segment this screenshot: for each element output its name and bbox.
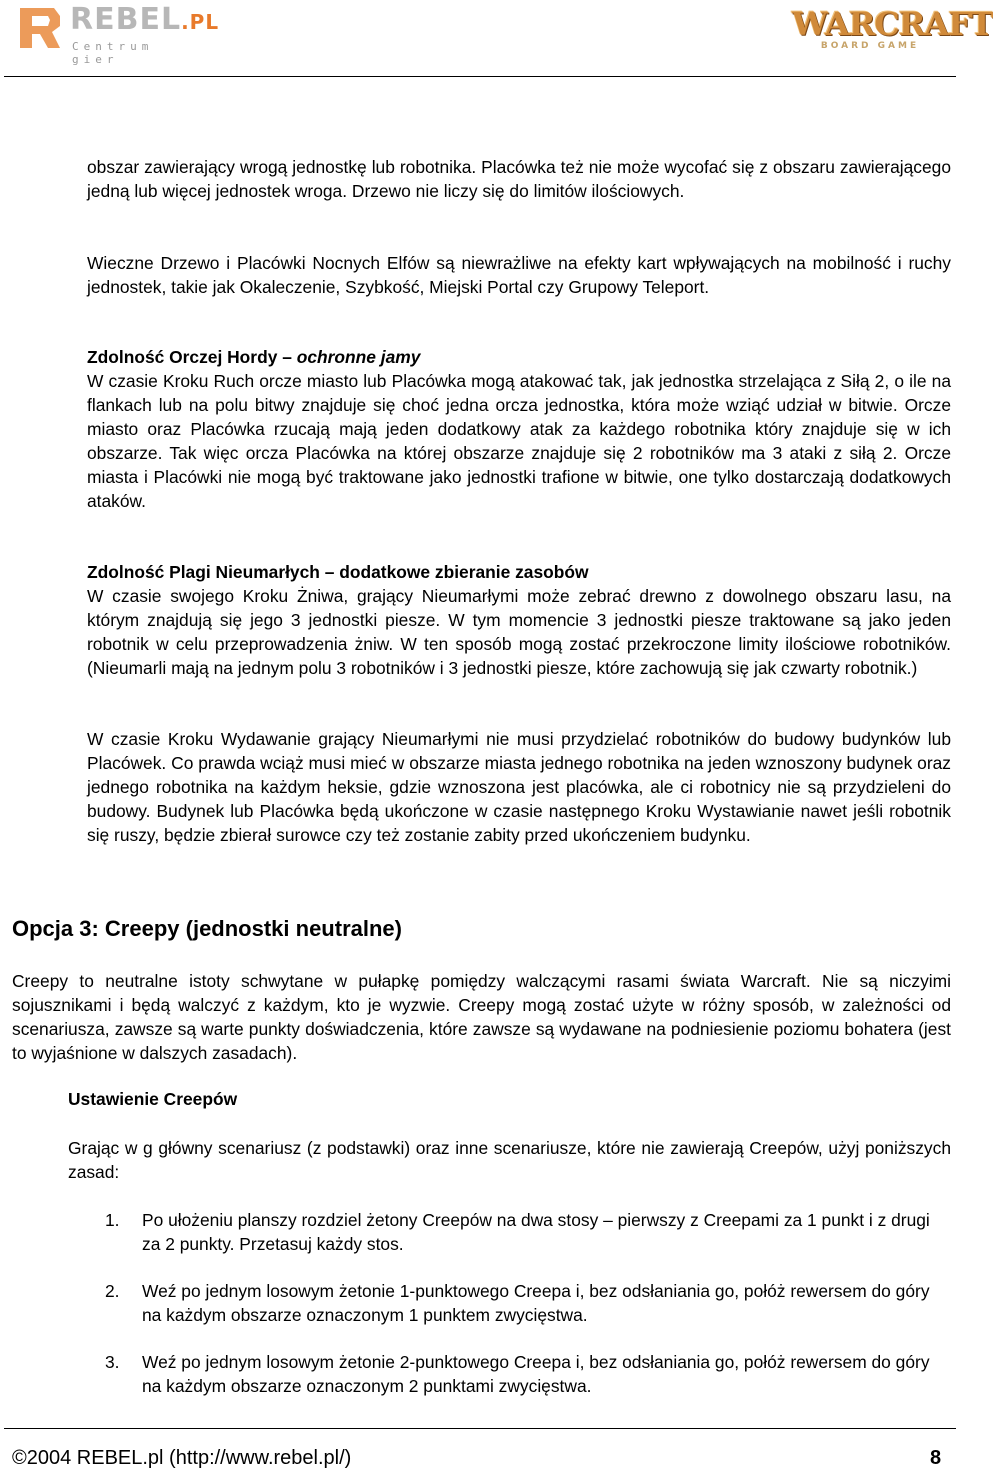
warcraft-logo-text: WARCRAFT xyxy=(792,5,993,43)
subsection-heading: Ustawienie Creepów xyxy=(68,1089,238,1109)
list-item-number: 1. xyxy=(105,1210,120,1230)
paragraph-continuation: obszar zawierający wrogą jednostkę lub robotnika. Placówka też nie może wycofać się z obszaru zawierającego jedną lub więcej jednostek wroga. Drzewo nie liczy się do limitów ilościowych. xyxy=(87,157,951,201)
undead-ability-body-2: W czasie Kroku Wydawanie grający Nieumarłymi nie musi przydzielać robotników do budowy budynków lub Placówek. Co prawda wciąż musi mieć w obszarze miasta jednego robotnika na jeden wznoszony budynek oraz jednego robotnika na każdym heksie, gdzie wznoszona jest placówka, ale ci robotnicy nie są przydzieleni do budowy. Budynek lub Placówka będą ukończone w czasie następnego Kroku Wystawianie nawet jeśli robotnik się ruszy, będzie zbierał surowce czy też zostanie zabity przed ukończeniem budynku. xyxy=(87,729,951,845)
undead-ability-heading: Zdolność Plagi Nieumarłych – dodatkowe zbieranie zasobów xyxy=(87,562,589,582)
rebel-logo-text: REBEL.PL xyxy=(70,2,220,37)
page-header xyxy=(0,0,993,80)
warcraft-logo xyxy=(792,3,993,65)
paragraph-night-elves: Wieczne Drzewo i Placówki Nocnych Elfów są niewrażliwe na efekty kart wpływających na mobilność i ruchy jednostek, takie jak Okaleczenie, Szybkość, Miejski Portal czy Grupowy Teleport. xyxy=(87,253,951,297)
section-intro: Creepy to neutralne istoty schwytane w pułapkę pomiędzy walczącymi rasami świata Warcraft. Nie są niczyimi sojusznikami i będą walczyć z każdym, kto je wyzwie. Creepy mogą zostać użyte w różny sposób, w zależności od scenariusza, zawsze są warte punkty doświadczenia, które zawsze są wydawane na podniesienie poziomu bohatera (jest to wyjaśnione w dalszych zasadach). xyxy=(12,971,951,1063)
undead-ability-body: W czasie swojego Kroku Żniwa, grający Nieumarłymi może zebrać drewno z dowolnego obszaru lasu, na którym znajdują się jego 3 jednostki piesze. W tym momencie 3 jednostki piesze traktowane są jako jeden robotnik w celu przeprowadzenia żniw. W ten sposób mogą zostać przekroczone limity ilościowe robotników. (Nieumarli mają na jednym polu 3 robotników i 3 jednostki piesze, które zachowują się jak czwarty robotnik.) xyxy=(87,586,951,678)
section-heading: Opcja 3: Creepy (jednostki neutralne) xyxy=(12,916,402,941)
footer-copyright: ©2004 REBEL.pl (http://www.rebel.pl/) xyxy=(12,1447,352,1469)
subsection-intro: Grając w g główny scenariusz (z podstawki) oraz inne scenariusze, które nie zawierają Creepów, użyj poniższych zasad: xyxy=(68,1138,951,1182)
list-item-text: Po ułożeniu planszy rozdziel żetony Creepów na dwa stosy – pierwszy z Creepami za 1 punkt i z drugi za 2 punkty. Przetasuj każdy stos. xyxy=(142,1210,930,1254)
rebel-logo-subtitle: Centrum gier xyxy=(72,40,154,66)
rebel-mark-icon xyxy=(14,4,64,54)
orc-ability-body: W czasie Kroku Ruch orcze miasto lub Placówka mogą atakować tak, jak jednostka strzelająca z Siłą 2, o ile na flankach lub na polu bitwy znajduje się choć jedna orcza jednostka, która może wziąć udział w bitwie. Orcze miasto oraz Placówka rzucają mają jeden dodatkowy atak za każdego robotnika który znajduje się w ich obszarze. Tak więc orcza Placówka na której obszarze znajduje się 2 robotników ma 3 ataki z siłą 2. Orcze miasta i Placówki nie mogą być traktowane jako jednostki trafione w bitwie, one tylko dostarczają dodatkowych ataków. xyxy=(87,371,951,511)
list-item-text: Weź po jednym losowym żetonie 2-punktowego Creepa i, bez odsłaniania go, połóż rewersem do góry na każdym obszarze oznaczonym 2 punktami zwycięstwa. xyxy=(142,1352,930,1396)
header-divider xyxy=(4,76,956,77)
list-item-text: Weź po jednym losowym żetonie 1-punktowego Creepa i, bez odsłaniania go, połóż rewersem do góry na każdym obszarze oznaczonym 1 punktem zwycięstwa. xyxy=(142,1281,930,1325)
list-item-number: 3. xyxy=(105,1352,120,1372)
rebel-logo xyxy=(14,2,220,66)
list-item-number: 2. xyxy=(105,1281,120,1301)
footer-divider xyxy=(4,1428,956,1429)
page-number: 8 xyxy=(930,1447,942,1469)
warcraft-logo-subtitle: BOARD GAME xyxy=(820,41,920,51)
orc-ability-heading: Zdolność Orczej Hordy – ochronne jamy xyxy=(87,347,421,367)
